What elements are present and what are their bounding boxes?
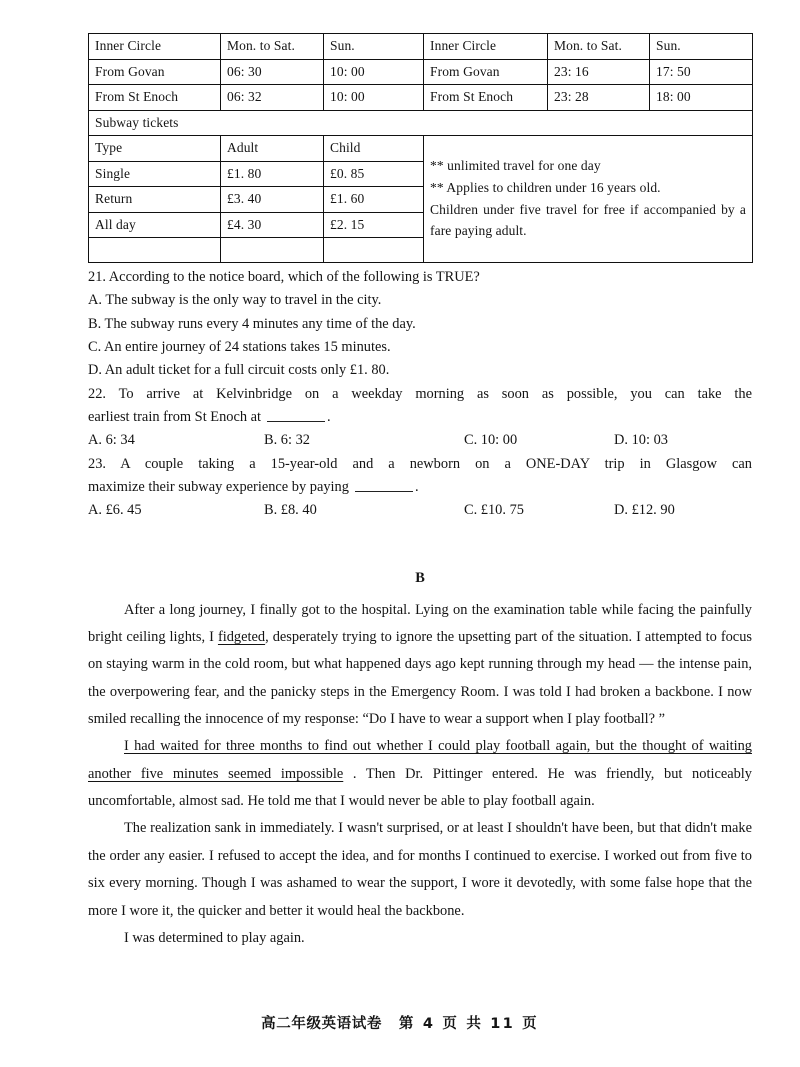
question-22-stem-text: earliest train from St Enoch at [88, 408, 262, 425]
tickets-header-row [89, 136, 753, 162]
question-21-option-a[interactable]: A. The subway is the only way to travel in the city. [88, 292, 382, 309]
cell-enoch-sun-am: 10: 00 [324, 85, 424, 111]
question-23-option-c[interactable]: C. £10. 75 [464, 502, 524, 519]
cell-type-all-day: All day [89, 212, 221, 238]
ticket-notes-cell [424, 136, 753, 263]
footer-exam-title: 高二年级英语试卷 [261, 1016, 382, 1032]
paragraph-2-part-b: . Then Dr. Pittinger entered. He was friendly, but noticeably uncomfortable, almost sad. He told me that I would never be able to play football again. [88, 765, 752, 810]
underlined-sentence-waited: I had waited for three months to find out whether I could play football again, but the thought of waiting another five minutes seemed impossible [88, 738, 752, 782]
th-inner-circle-left: Inner Circle [89, 34, 221, 60]
cell-enoch-mon-sat-am: 06: 32 [221, 85, 324, 111]
question-23-option-b[interactable]: B. £8. 40 [264, 502, 317, 519]
cell-all-day-adult: £4. 30 [221, 212, 324, 238]
cell-return-child: £1. 60 [324, 187, 424, 213]
question-22-stem-line1: 22. To arrive at Kelvinbridge on a weekday morning as soon as possible, you can take the [88, 385, 752, 402]
cell-empty-1 [89, 238, 221, 263]
passage-paragraph-4: I was determined to play again. [124, 929, 305, 946]
page-footer [0, 1012, 800, 1033]
subway-tickets-title-row [89, 110, 753, 136]
cell-type-single: Single [89, 161, 221, 187]
question-23-stem-period: . [414, 478, 419, 495]
question-22-stem-period: . [327, 408, 331, 425]
cell-empty-2 [221, 238, 324, 263]
passage-paragraph-3: The realization sank in immediately. I wasn't surprised, or at least I shouldn't have been, but that didn't make the order any easier. I refused to accept the idea, and for months I continued to exercise. I worked out from five to six every morning. Though I was ashamed to wear the support, I wore it devotedly, with some false hope that the more I wore it, the quicker and better it would heal the backbone. [88, 820, 752, 919]
th-child: Child [324, 136, 424, 162]
underlined-word-fidgeted: fidgeted [217, 628, 266, 645]
cell-return-adult: £3. 40 [221, 187, 324, 213]
table-row [89, 59, 753, 85]
question-23-stem-line2 [88, 476, 752, 499]
cell-enoch-sun-pm: 18: 00 [650, 85, 753, 111]
cell-from-st-enoch-left: From St Enoch [89, 85, 221, 111]
th-sun-left: Sun. [324, 34, 424, 60]
footer-page-info: 第 4 页 共 11 页 [398, 1016, 539, 1032]
ticket-note-2: ** Applies to children under 16 years old. [430, 179, 661, 195]
question-22-option-b[interactable]: B. 6: 32 [264, 432, 310, 449]
cell-govan-mon-sat-pm: 23: 16 [548, 59, 650, 85]
notice-board-table [88, 33, 752, 263]
question-23-option-d[interactable]: D. £12. 90 [614, 502, 675, 519]
th-type: Type [89, 136, 221, 162]
question-22-stem-line2 [88, 406, 752, 429]
timetable-header-row [89, 34, 753, 60]
question-23-options [88, 499, 752, 522]
paragraph-1-part-b: , desperately trying to ignore the upsetting part of the situation. I attempted to focus on staying warm in the cold room, but what happened days ago kept running through my head — the intense pain, the overpowering fear, and the panicky steps in the Emergency Room. I was told I had broken a backbone. I now smiled recalling the innocence of my response: “Do I have to wear a support when I play football? ” [88, 628, 752, 728]
question-22-option-d[interactable]: D. 10: 03 [614, 432, 668, 449]
question-21-stem: 21. According to the notice board, which of the following is TRUE? [88, 269, 480, 285]
question-23-answer-blank[interactable] [355, 479, 413, 492]
passage-section-label: B [415, 570, 425, 586]
subway-tickets-title: Subway tickets [89, 110, 753, 136]
th-mon-sat-left: Mon. to Sat. [221, 34, 324, 60]
cell-single-adult: £1. 80 [221, 161, 324, 187]
question-22-options [88, 429, 752, 452]
cell-empty-3 [324, 238, 424, 263]
question-22-answer-blank[interactable] [267, 409, 325, 422]
paragraph-1-part-a: After a long journey, I finally got to the hospital. Lying on the examination table while facing the painfully bright ceiling lights, I [88, 601, 752, 645]
question-21-option-b[interactable]: B. The subway runs every 4 minutes any time of the day. [88, 315, 416, 332]
question-22-option-c[interactable]: C. 10: 00 [464, 432, 518, 449]
question-22-option-a[interactable]: A. 6: 34 [88, 432, 135, 449]
cell-single-child: £0. 85 [324, 161, 424, 187]
cell-govan-sun-am: 10: 00 [324, 59, 424, 85]
cell-enoch-mon-sat-pm: 23: 28 [548, 85, 650, 111]
passage-paragraph-1 [88, 597, 752, 734]
th-sun-right: Sun. [650, 34, 753, 60]
cell-from-st-enoch-right: From St Enoch [424, 85, 548, 111]
cell-from-govan-left: From Govan [89, 59, 221, 85]
cell-all-day-child: £2. 15 [324, 212, 424, 238]
question-23-option-a[interactable]: A. £6. 45 [88, 502, 142, 519]
question-21-option-d[interactable]: D. An adult ticket for a full circuit costs only £1. 80. [88, 362, 390, 379]
table-row [89, 85, 753, 111]
cell-type-return: Return [89, 187, 221, 213]
passage-paragraph-2 [88, 733, 752, 815]
cell-from-govan-right: From Govan [424, 59, 548, 85]
ticket-note-3: Children under five travel for free if accompanied by a fare paying adult. [430, 201, 746, 239]
th-inner-circle-right: Inner Circle [424, 34, 548, 60]
ticket-note-1: ** unlimited travel for one day [430, 157, 601, 173]
th-mon-sat-right: Mon. to Sat. [548, 34, 650, 60]
questions-block [88, 266, 752, 523]
reading-passage-b [88, 568, 752, 952]
question-23-stem-text: maximize their subway experience by paying [88, 478, 349, 495]
th-adult: Adult [221, 136, 324, 162]
question-23-stem-line1: 23. A couple taking a 15-year-old and a newborn on a ONE-DAY trip in Glasgow can [88, 455, 752, 472]
cell-govan-mon-sat-am: 06: 30 [221, 59, 324, 85]
question-21-option-c[interactable]: C. An entire journey of 24 stations takes 15 minutes. [88, 338, 391, 355]
cell-govan-sun-pm: 17: 50 [650, 59, 753, 85]
